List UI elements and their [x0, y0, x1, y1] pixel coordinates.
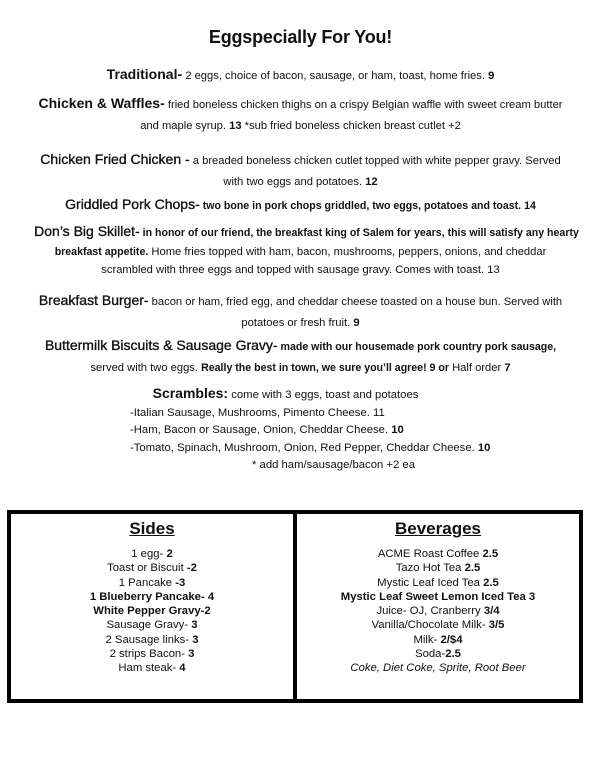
- side-item: 2 Sausage links- 3: [105, 633, 199, 646]
- item-description: served with two eggs.: [90, 362, 202, 374]
- menu-title: Eggspecially For You!: [208, 27, 393, 47]
- scrambles-description: come with 3 eggs, toast and potatoes: [228, 389, 419, 401]
- scramble-addon-note: * add ham/sausage/bacon +2 ea: [252, 459, 415, 471]
- item-price: 13: [229, 120, 242, 132]
- item-name: Griddled Pork Chops-: [65, 196, 200, 212]
- item-price: 12: [365, 176, 378, 188]
- item-name: Don’s Big Skillet-: [34, 223, 140, 239]
- sides-panel: [11, 514, 297, 699]
- sides-heading: Sides: [129, 519, 175, 538]
- menu-item-breakfast-burger: [0, 290, 601, 334]
- scramble-option: -Italian Sausage, Mushrooms, Pimento Cheese. 11: [130, 406, 385, 419]
- half-order-price: 7: [504, 362, 511, 374]
- item-description: a breaded boneless chicken cutlet topped with white pepper gravy. Served: [189, 155, 561, 167]
- item-price: 9: [353, 317, 360, 329]
- side-item: 1 Blueberry Pancake- 4: [89, 590, 215, 603]
- item-description: with two eggs and potatoes.: [223, 176, 366, 188]
- beverage-item: Mystic Leaf Iced Tea 2.5: [377, 576, 499, 589]
- item-description: Home fries topped with ham, bacon, mushrooms, peppers, onions, and cheddar: [148, 245, 547, 258]
- beverage-item: Vanilla/Chocolate Milk- 3/5: [371, 619, 505, 632]
- menu-item-traditional: [0, 64, 601, 87]
- beverage-item: Tazo Hot Tea 2.5: [395, 562, 481, 575]
- menu-item-pork-chops: [0, 194, 601, 217]
- item-description: made with our housemade pork country pork sausage,: [277, 341, 557, 353]
- side-item: White Pepper Gravy-2: [93, 605, 211, 618]
- side-item: Ham steak- 4: [118, 662, 186, 675]
- item-description: in honor of our friend, the breakfast king of Salem for years, this will satisfy any hearty: [139, 227, 579, 239]
- item-name: Chicken Fried Chicken -: [40, 151, 190, 167]
- half-order-label: Half order: [448, 362, 505, 374]
- menu-item-biscuits-gravy: [0, 335, 601, 379]
- item-price: 9: [488, 70, 495, 82]
- menu-item-chicken-waffles: [0, 93, 601, 137]
- item-description: two bone in pork chops griddled, two eggs, potatoes and toast. 14: [199, 200, 536, 212]
- beverage-item: Milk- 2/$4: [413, 633, 463, 646]
- menu-item-dons-big-skillet: [0, 222, 601, 280]
- item-description: Really the best in town, we sure you’ll agree! 9 or: [201, 362, 449, 374]
- menu-item-chicken-fried-chicken: [0, 149, 601, 193]
- item-description: scrambled with three eggs and topped with sausage gravy. Comes with toast. 13: [101, 264, 500, 276]
- item-description: fried boneless chicken thighs on a crispy Belgian waffle with sweet cream butter: [164, 99, 563, 111]
- side-item: 1 Pancake -3: [118, 576, 186, 589]
- item-description: and maple syrup.: [140, 120, 230, 132]
- scrambles-heading: Scrambles:: [152, 385, 229, 401]
- beverages-heading: Beverages: [394, 519, 481, 538]
- item-note: *sub fried boneless chicken breast cutlet +2: [241, 120, 461, 132]
- beverage-item: Mystic Leaf Sweet Lemon Iced Tea 3: [340, 590, 536, 603]
- item-description: potatoes or fresh fruit.: [241, 317, 354, 329]
- side-item: 1 egg- 2: [131, 548, 173, 560]
- item-description: breakfast appetite.: [54, 245, 149, 258]
- item-description: bacon or ham, fried egg, and cheddar cheese toasted on a house bun. Served with: [148, 296, 563, 308]
- item-description: 2 eggs, choice of bacon, sausage, or ham, toast, home fries.: [182, 70, 489, 82]
- side-item: Sausage Gravy- 3: [106, 619, 198, 632]
- item-name: Breakfast Burger-: [38, 292, 149, 308]
- scramble-option: -Tomato, Spinach, Mushroom, Onion, Red Pepper, Cheddar Cheese. 10: [130, 441, 491, 454]
- soda-list: Coke, Diet Coke, Sprite, Root Beer: [350, 662, 526, 675]
- scrambles-section: [0, 385, 601, 475]
- item-name: Traditional-: [106, 66, 183, 82]
- item-name: Buttermilk Biscuits & Sausage Gravy-: [44, 337, 278, 353]
- beverages-panel: [297, 514, 579, 699]
- beverage-item: Soda-2.5: [415, 648, 461, 661]
- side-item: Toast or Biscuit -2: [107, 562, 197, 575]
- side-item: 2 strips Bacon- 3: [109, 648, 195, 661]
- scramble-option: -Ham, Bacon or Sausage, Onion, Cheddar Cheese. 10: [130, 424, 404, 436]
- sides-beverages-box: [7, 510, 583, 703]
- beverage-item: Juice- OJ, Cranberry 3/4: [376, 605, 500, 618]
- item-name: Chicken & Waffles-: [38, 95, 165, 111]
- beverage-item: ACME Roast Coffee 2.5: [377, 548, 499, 560]
